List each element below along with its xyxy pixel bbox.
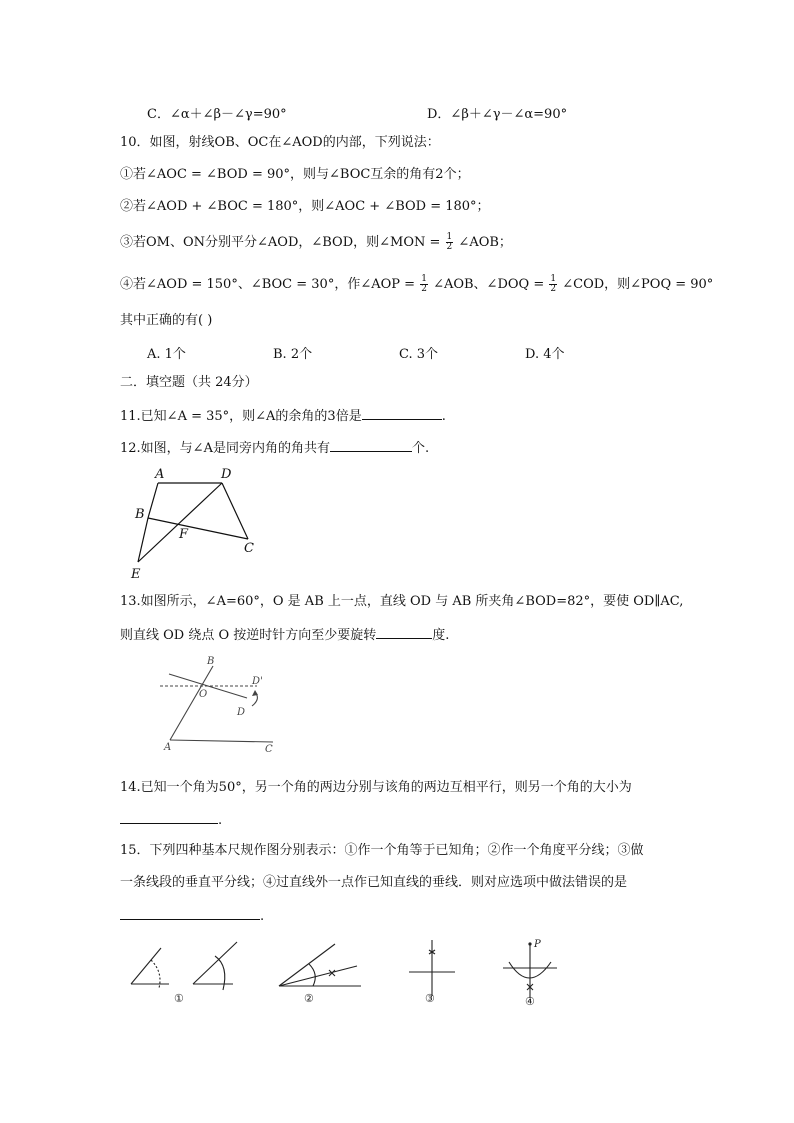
answer-blank: [120, 810, 218, 824]
label-b: B: [207, 656, 215, 667]
label-b: B: [135, 507, 145, 522]
label-a: A: [155, 467, 165, 482]
q10-s3-post: ∠AOB；: [458, 235, 512, 250]
q11: [120, 406, 446, 426]
segment-dc: [222, 483, 248, 539]
q10-option-a: A. 1个: [147, 347, 186, 362]
c2-ray: [279, 944, 335, 986]
q13-text: 则直线 OD 绕点 O 按逆时针方向至少要旋转: [120, 628, 377, 643]
fraction-denominator: 2: [446, 242, 453, 252]
q10-s4-pre: ④若∠AOD = 150°、∠BOC = 30°，作∠AOP =: [120, 277, 416, 292]
answer-blank: [120, 906, 260, 920]
label-c: C: [265, 744, 273, 755]
segment-bc: [148, 518, 248, 539]
label-f: F: [179, 527, 189, 542]
q14-end: .: [218, 813, 223, 828]
fraction-half: [446, 233, 454, 252]
q12-text: 12.如图，与∠A是同旁内角的角共有: [120, 441, 330, 456]
fraction-half: [549, 275, 557, 294]
q10-stem: 10．如图，射线OB、OC在∠AOD的内部，下列说法：: [120, 135, 440, 150]
option-d: D．∠β＋∠γ－∠α=90°: [427, 107, 568, 122]
q14-line-2: [120, 810, 222, 830]
q11-text: 11.已知∠A = 35°，则∠A的余角的3倍是: [120, 409, 362, 424]
label-2: ②: [304, 992, 314, 1005]
label-p: P: [534, 939, 541, 950]
q15-line-1: 15．下列四种基本尺规作图分别表示：①作一个角等于已知角；②作一个角度平分线；③做: [120, 843, 644, 858]
q14-line-1: 14.已知一个角为50°，另一个角的两边分别与该角的两边互相平行，则另一个角的大小为: [120, 780, 632, 795]
q10-s4-post: ∠COD，则∠POQ = 90°: [562, 277, 714, 292]
label-a: A: [164, 742, 172, 753]
label-o: O: [199, 689, 208, 700]
q12-end: 个.: [411, 441, 430, 456]
q10-s3-pre: ③若OM、ON分别平分∠AOD，∠BOD，则∠MON =: [120, 235, 441, 250]
label-3: ③: [425, 992, 435, 1005]
segment-ab: [148, 483, 158, 518]
label-c: C: [244, 541, 254, 556]
q12: [120, 438, 429, 458]
fraction-half: [420, 275, 428, 294]
q15-line-2: 一条线段的垂直平分线；④过直线外一点作已知直线的垂线．则对应选项中做法错误的是: [120, 875, 628, 890]
fraction-numerator: 1: [446, 232, 453, 242]
q10-statement-4: [120, 275, 713, 294]
q15-figure: [125, 932, 565, 1014]
point-p-dot: [528, 942, 531, 945]
q13-line-2: [120, 625, 449, 645]
c2-arc: [309, 964, 315, 986]
segment-de: [138, 483, 222, 562]
q13-line-1: 13.如图所示，∠A=60°，O 是 AB 上一点，直线 OD 与 AB 所夹角∠BOD=82°，要使 OD∥AC,: [120, 594, 684, 609]
q10-option-b: B. 2个: [273, 347, 313, 362]
label-d-prime: D': [252, 676, 263, 687]
option-c: C．∠α＋∠β－∠γ=90°: [147, 107, 287, 122]
label-e: E: [131, 567, 141, 582]
q10-question: 其中正确的有( ): [120, 313, 213, 328]
label-1: ①: [174, 992, 184, 1005]
q10-option-d: D. 4个: [525, 347, 565, 362]
fraction-denominator: 2: [550, 284, 557, 294]
line-ab: [170, 666, 213, 740]
c2-bisector: [279, 966, 357, 986]
fraction-numerator: 1: [421, 274, 427, 284]
answer-blank: [330, 438, 412, 452]
q13-end: 度.: [432, 628, 450, 643]
q11-end: .: [441, 409, 446, 424]
arrow-head-icon: [252, 690, 258, 696]
fraction-numerator: 1: [550, 274, 557, 284]
q10-statement-2: ②若∠AOD + ∠BOC = 180°，则∠AOC + ∠BOD = 180°；: [120, 199, 490, 214]
answer-blank: [376, 625, 432, 639]
label-d: D: [221, 467, 232, 482]
q10-statement-1: ①若∠AOC = ∠BOD = 90°，则与∠BOC互余的角有2个；: [120, 167, 470, 182]
c1a-ray: [131, 948, 161, 984]
segment-be: [138, 518, 148, 562]
q15-line-3: [120, 906, 264, 926]
q15-end: .: [260, 909, 265, 924]
q12-figure: [125, 462, 265, 584]
section-heading: 二．填空题（共 24分）: [120, 375, 258, 390]
line-ac: [170, 740, 273, 742]
q13-figure: [155, 652, 280, 756]
answer-blank: [362, 406, 442, 420]
fraction-denominator: 2: [421, 284, 427, 294]
label-d: D: [237, 707, 246, 718]
q10-statement-3: [120, 233, 512, 252]
c1b-ray: [193, 942, 237, 984]
q10-option-c: C. 3个: [399, 347, 439, 362]
label-4: ④: [525, 995, 535, 1008]
q10-s4-mid: ∠AOB、∠DOQ =: [433, 277, 545, 292]
